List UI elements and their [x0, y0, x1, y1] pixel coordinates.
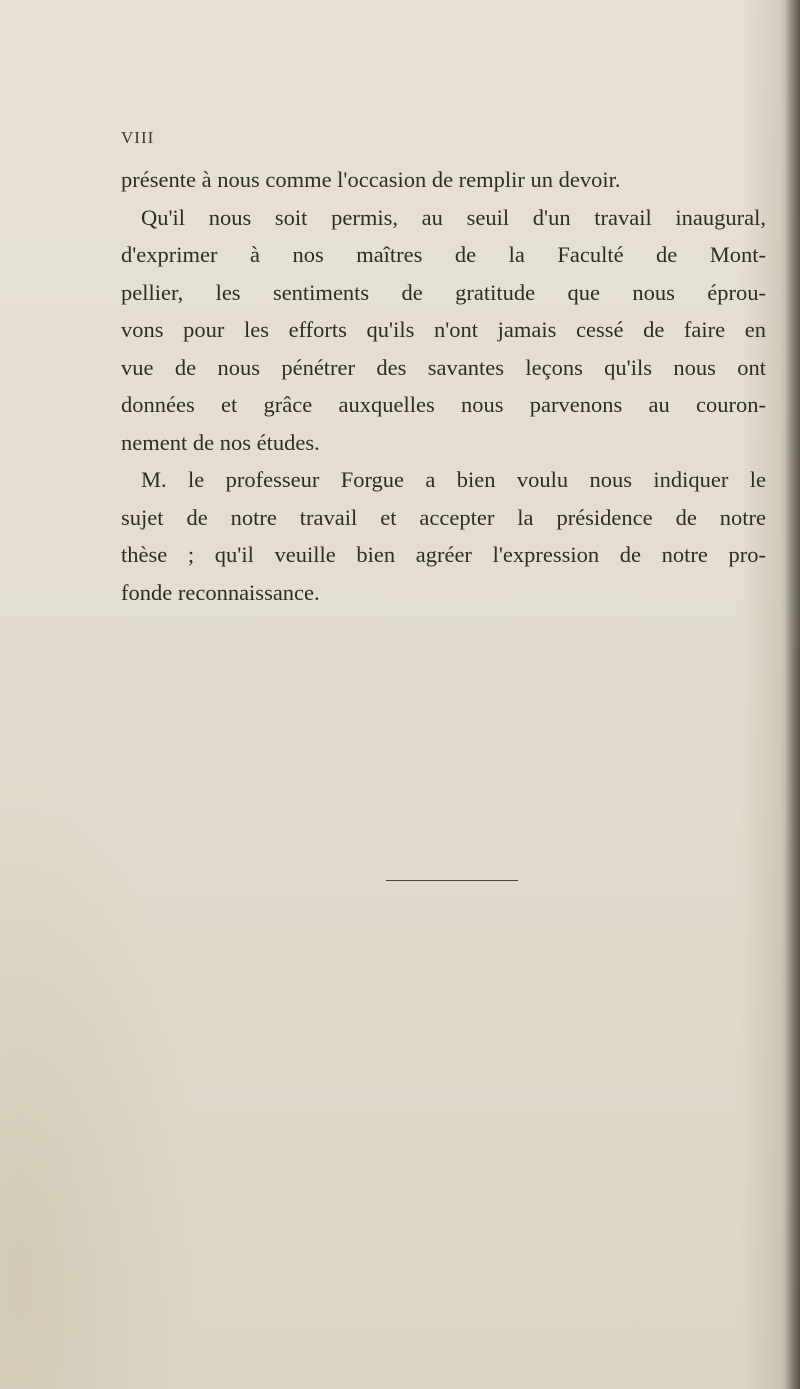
text-line: pellier, les sentiments de gratitude que nous éprou- — [121, 279, 766, 305]
text-line: fonde reconnaissance. — [121, 579, 320, 605]
text-line: Qu'il nous soit permis, au seuil d'un travail inaugural, — [141, 204, 766, 230]
section-divider-rule — [386, 880, 518, 881]
text-line: vue de nous pénétrer des savantes leçons qu'ils nous ont — [121, 354, 766, 380]
paper-stain — [0, 780, 200, 1389]
page-number: VIII — [121, 128, 155, 147]
text-line: données et grâce auxquelles nous parvenons au couron- — [121, 392, 766, 417]
text-line: nement de nos études. — [121, 429, 320, 455]
text-line: sujet de notre travail et accepter la présidence de notre — [121, 504, 766, 530]
text-line: vons pour les efforts qu'ils n'ont jamais cessé de faire en — [121, 317, 766, 342]
text-line: d'exprimer à nos maîtres de la Faculté de Mont- — [121, 242, 766, 267]
text-line: M. le professeur Forgue a bien voulu nous indiquer le — [141, 467, 766, 492]
text-line: présente à nous comme l'occasion de remplir un devoir. — [121, 167, 621, 192]
text-line: thèse ; qu'il veuille bien agréer l'expression de notre pro- — [121, 542, 766, 567]
body-text — [121, 161, 766, 611]
page-edge-shadow — [786, 0, 800, 1389]
